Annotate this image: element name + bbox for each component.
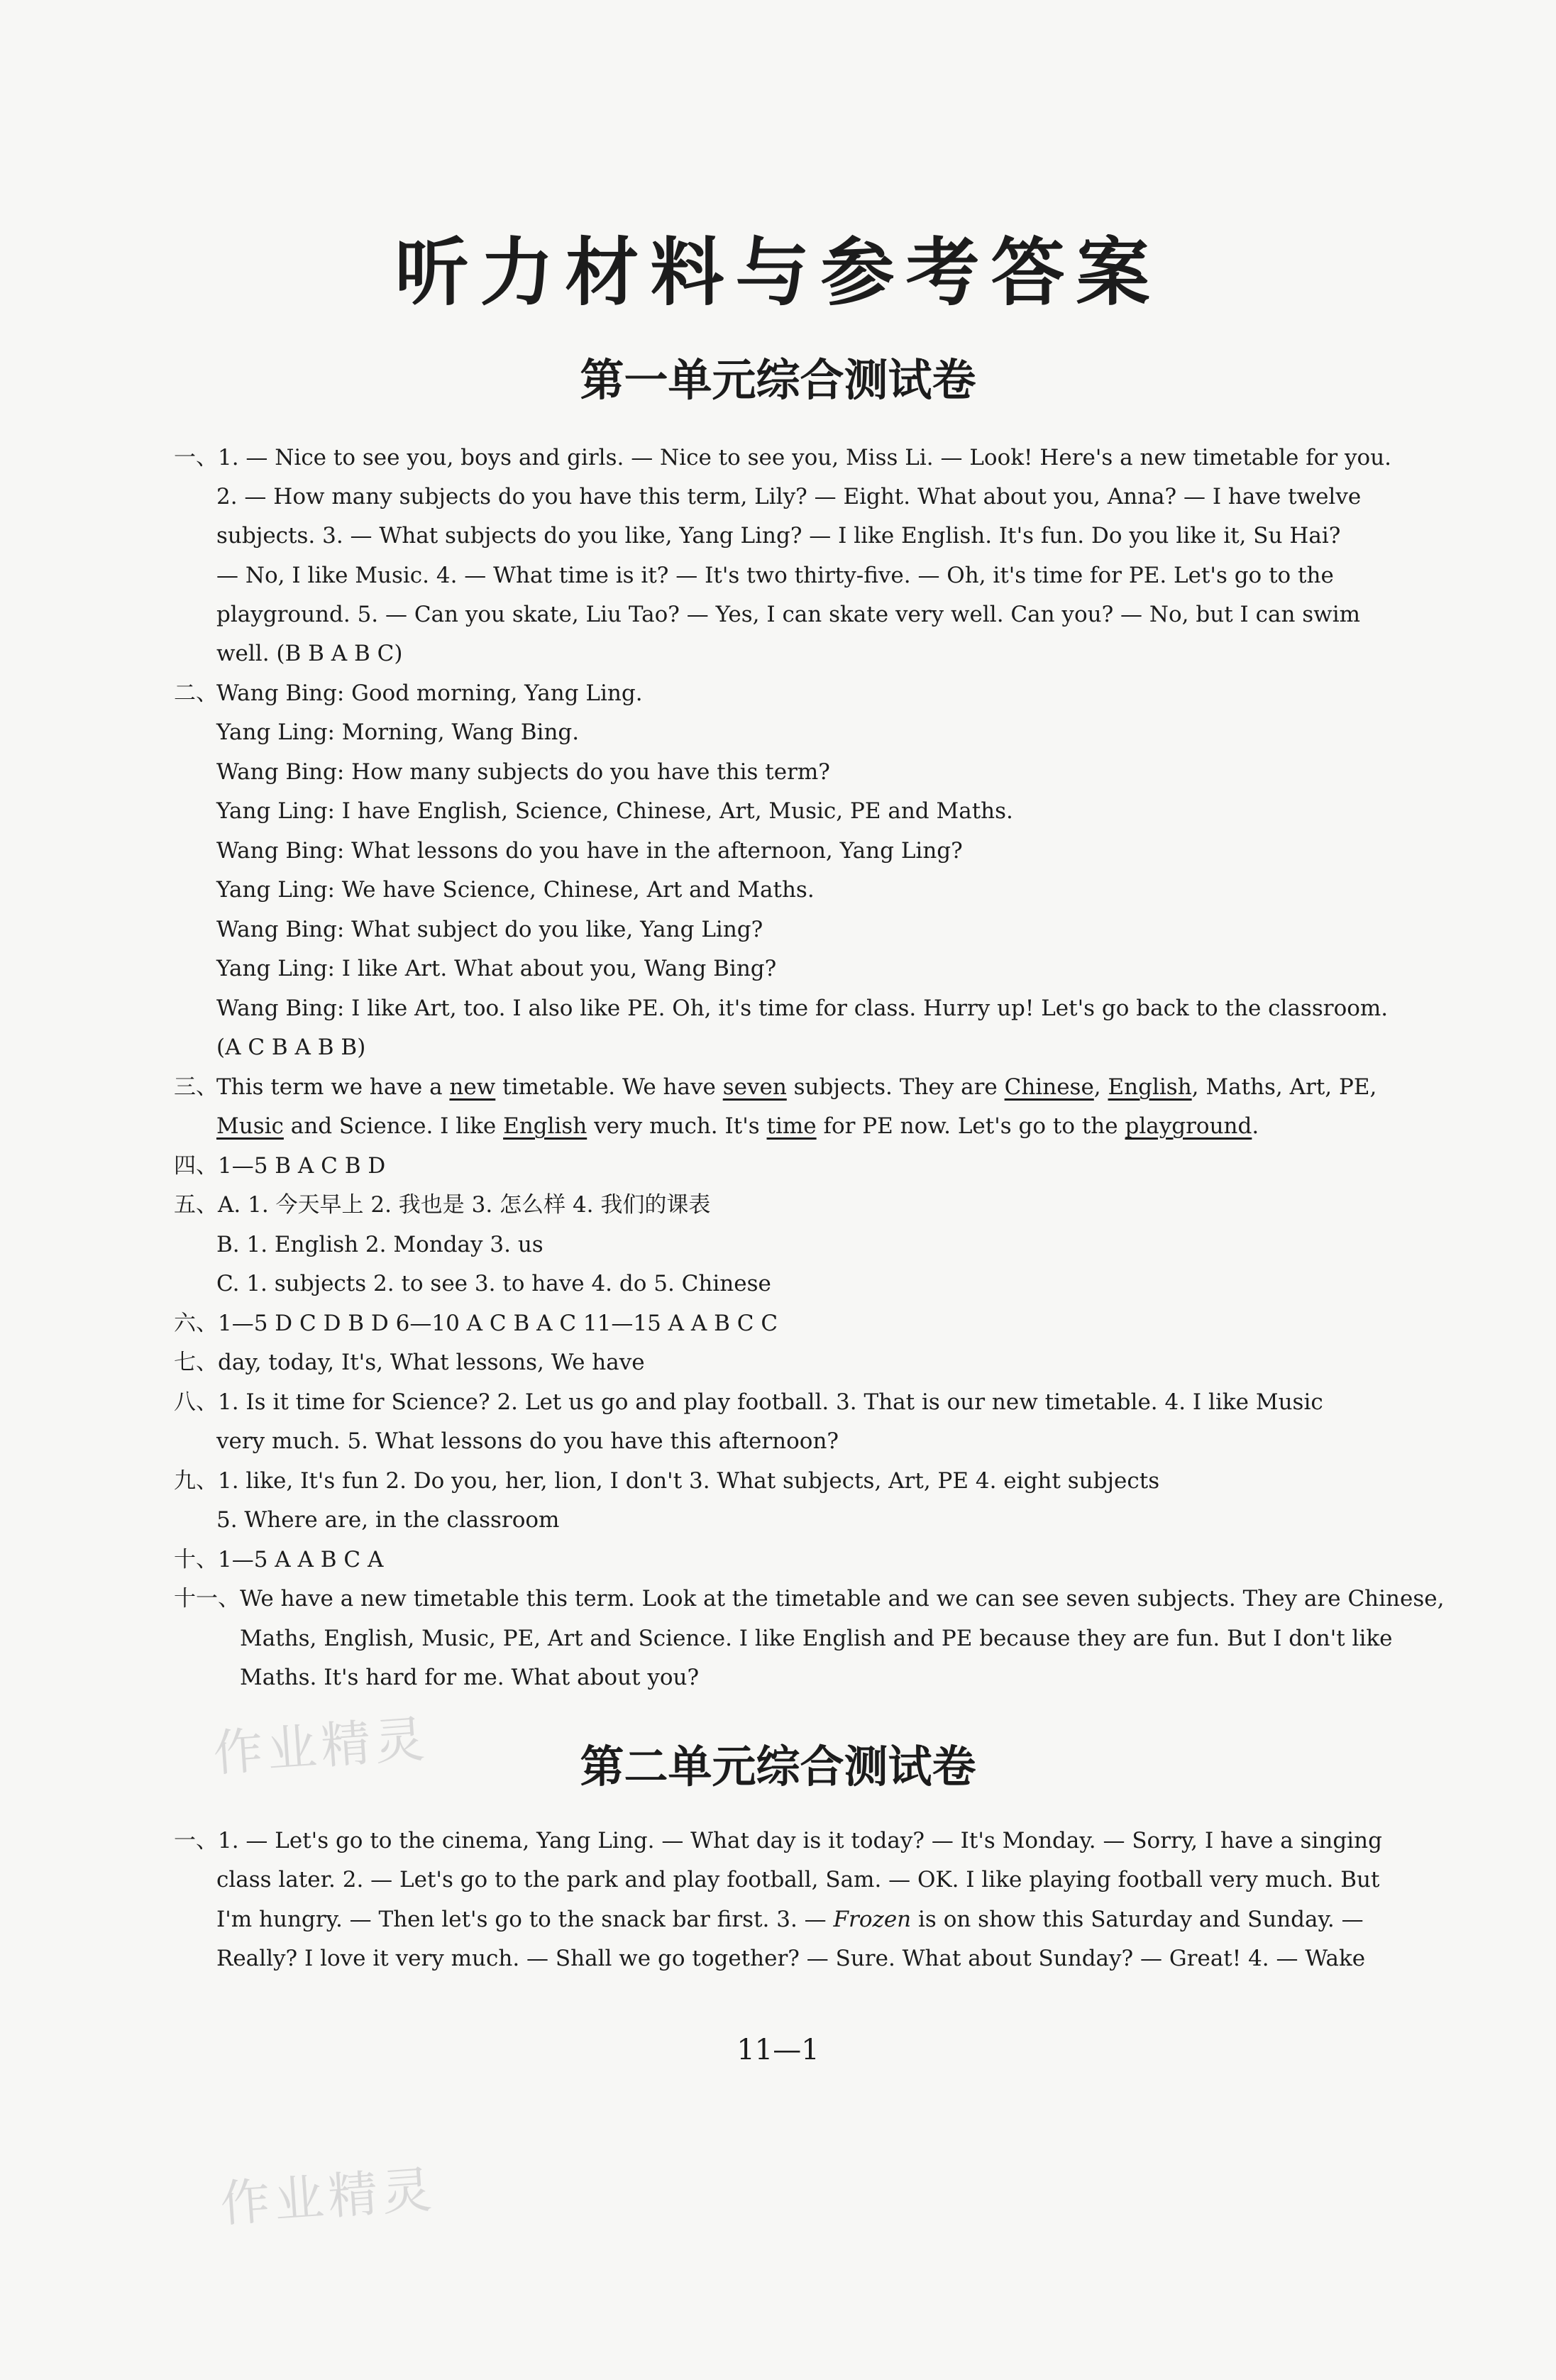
text-segment: . [1252, 1113, 1259, 1139]
text-line: Really? I love it very much. — Shall we go together? — Sure. What about Sunday? — Great! 4. — Wake [216, 1946, 1366, 1971]
text-segment: This term we have a [216, 1074, 450, 1100]
answer-line: 四、1—5 B A C B D [174, 1153, 386, 1179]
text-line: 一、1. — Let's go to the cinema, Yang Ling. — What day is it today? — It's Monday. — Sorry, I have a singing [174, 1828, 1382, 1853]
answer-line: Maths. It's hard for me. What about you? [240, 1665, 700, 1690]
answer-word: English [503, 1113, 587, 1139]
text-segment: and Science. I like [283, 1113, 504, 1139]
cloze-line [216, 1112, 1259, 1140]
answer-word: English [1108, 1074, 1192, 1100]
text-segment: for PE now. Let's go to the [816, 1113, 1125, 1139]
text-line: playground. 5. — Can you skate, Liu Tao? — Yes, I can skate very well. Can you? — No, but I can swim [216, 602, 1361, 627]
dialogue-line: Yang Ling: I have English, Science, Chinese, Art, Music, PE and Maths. [216, 798, 1013, 824]
answer-line: 五、A. 1. 今天早上 2. 我也是 3. 怎么样 4. 我们的课表 [174, 1192, 711, 1218]
unit1-heading: 第一单元综合测试卷 [580, 354, 976, 406]
answer-line: very much. 5. What lessons do you have this afternoon? [216, 1428, 839, 1454]
answer-line: 七、day, today, It's, What lessons, We have [174, 1350, 645, 1375]
dialogue-line: Wang Bing: Good morning, Yang Ling. [216, 681, 643, 706]
answer-line: 六、1—5 D C D B D 6—10 A C B A C 11—15 A A B C C [174, 1311, 778, 1336]
answer-word: playground [1125, 1113, 1252, 1139]
answer-word: new [449, 1074, 496, 1100]
answer-word: Music [216, 1113, 284, 1139]
dialogue-line: Yang Ling: We have Science, Chinese, Art and Maths. [216, 877, 815, 903]
answer-line: 十、1—5 A A B C A [174, 1547, 384, 1572]
answer-line: 5. Where are, in the classroom [216, 1507, 560, 1533]
question-mark: 三、 [174, 1074, 218, 1100]
answer-line: C. 1. subjects 2. to see 3. to have 4. do 5. Chinese [216, 1271, 771, 1296]
text-segment: , Maths, Art, PE, [1191, 1074, 1377, 1100]
dialogue-line: Wang Bing: What subject do you like, Yang Ling? [216, 917, 763, 942]
dialogue-line: Wang Bing: What lessons do you have in the afternoon, Yang Ling? [216, 838, 963, 864]
text-line: — No, I like Music. 4. — What time is it? — It's two thirty-five. — Oh, it's time for PE. Let's go to the [216, 563, 1334, 588]
question-mark: 二、 [174, 681, 218, 706]
text-segment: I'm hungry. — Then let's go to the snack bar first. 3. — [216, 1907, 834, 1932]
dialogue-line: Yang Ling: I like Art. What about you, Wang Bing? [216, 956, 777, 981]
answer-word: time [766, 1113, 817, 1139]
answer-line: 十一、We have a new timetable this term. Look at the timetable and we can see seven subjects. They are Chinese, [174, 1586, 1445, 1612]
answer-word: Chinese [1004, 1074, 1094, 1100]
text-segment: timetable. We have [495, 1074, 723, 1100]
watermark: 作业精灵 [218, 2160, 438, 2234]
text-line: 一、1. — Nice to see you, boys and girls. — Nice to see you, Miss Li. — Look! Here's a new timetable for you. [174, 445, 1392, 470]
dialogue-line: Wang Bing: How many subjects do you have this term? [216, 759, 830, 785]
dialogue-line: Wang Bing: I like Art, too. I also like PE. Oh, it's time for class. Hurry up! Let's go back to the classroom. [216, 996, 1389, 1021]
text-segment: subjects. They are [786, 1074, 1005, 1100]
text-line: well. (B B A B C) [216, 641, 403, 666]
unit2-heading: 第二单元综合测试卷 [580, 1741, 976, 1792]
watermark: 作业精灵 [211, 1709, 431, 1783]
text-line [216, 1905, 1364, 1934]
text-line: class later. 2. — Let's go to the park and play football, Sam. — OK. I like playing football very much. But [216, 1867, 1380, 1893]
answer-line: 八、1. Is it time for Science? 2. Let us go and play football. 3. That is our new timetable. 4. I like Music [174, 1389, 1323, 1415]
answer-line: (A C B A B B) [216, 1035, 366, 1060]
text-line: subjects. 3. — What subjects do you like, Yang Ling? — I like English. It's fun. Do you like it, Su Hai? [216, 523, 1341, 549]
text-segment: is on show this Saturday and Sunday. — [911, 1907, 1364, 1932]
dialogue-line: Yang Ling: Morning, Wang Bing. [216, 720, 580, 745]
text-segment: very much. It's [587, 1113, 767, 1139]
answer-line: 九、1. like, It's fun 2. Do you, her, lion, I don't 3. What subjects, Art, PE 4. eight subjects [174, 1468, 1160, 1494]
text-line: 2. — How many subjects do you have this term, Lily? — Eight. What about you, Anna? — I have twelve [216, 484, 1362, 509]
cloze-line [216, 1073, 1376, 1101]
answer-line: Maths, English, Music, PE, Art and Science. I like English and PE because they are fun. But I don't like [240, 1626, 1393, 1651]
page-title: 听力材料与参考答案 [394, 229, 1162, 316]
movie-title: Frozen [833, 1907, 912, 1932]
text-segment: , [1093, 1074, 1108, 1100]
answer-line: B. 1. English 2. Monday 3. us [216, 1232, 544, 1257]
answer-word: seven [722, 1074, 787, 1100]
page-number: 11—1 [736, 2034, 820, 2066]
